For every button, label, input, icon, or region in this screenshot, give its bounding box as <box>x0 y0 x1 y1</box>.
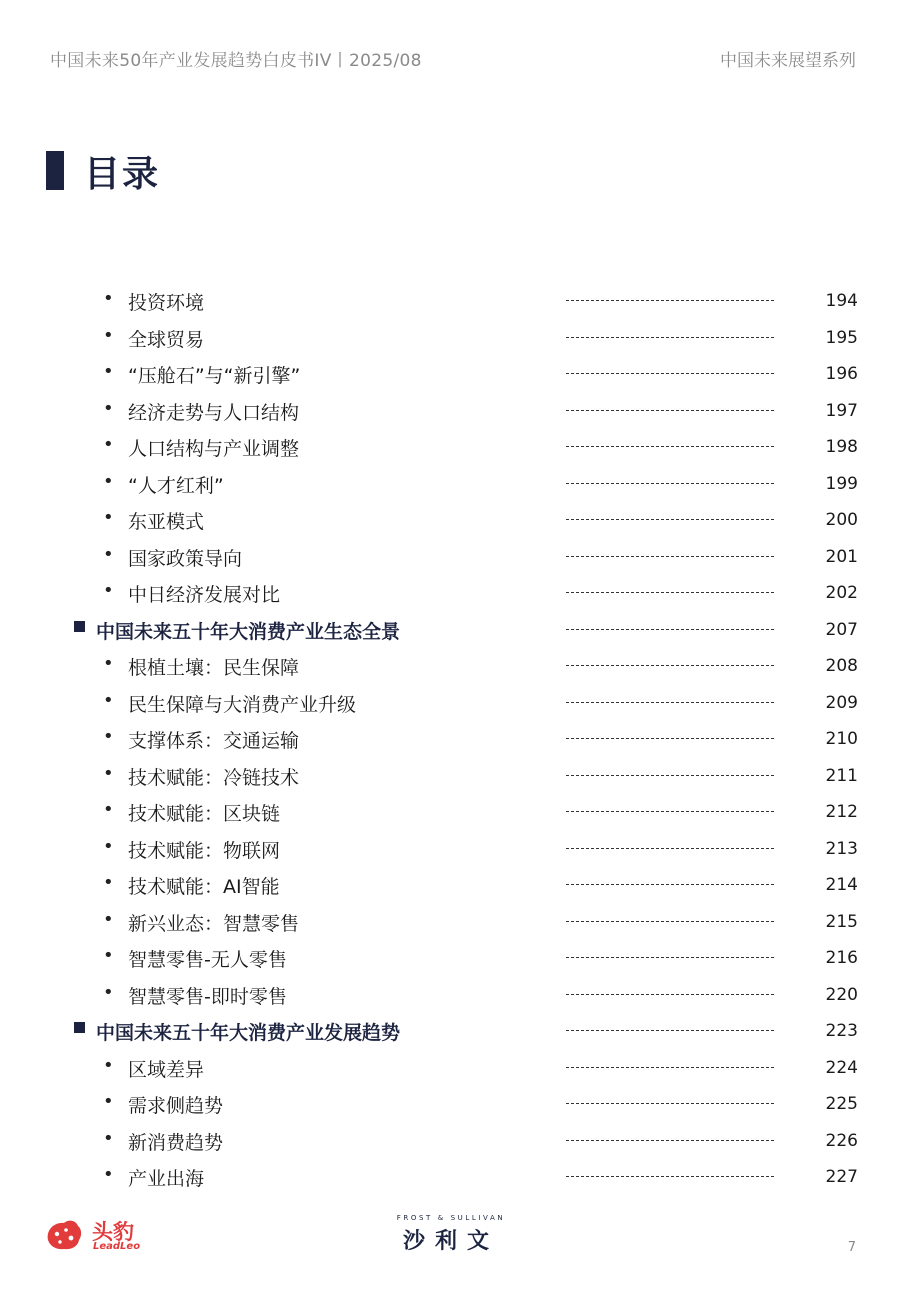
leader-dashes <box>566 1067 774 1068</box>
toc-entry-label: 智慧零售-无人零售 <box>128 949 287 971</box>
toc-entry-row[interactable] <box>0 684 900 720</box>
toc-entry-label: 根植土壤：民生保障 <box>128 657 300 679</box>
title-accent-bar <box>46 151 64 190</box>
bullet-icon: • <box>103 689 114 711</box>
toc-page-number: 227 <box>825 1167 858 1187</box>
toc-entry-row[interactable] <box>0 866 900 902</box>
toc-entry-row[interactable] <box>0 976 900 1012</box>
bullet-icon: • <box>103 1164 114 1185</box>
page-title: 目录 <box>84 154 161 195</box>
toc-entry-label: 区域差异 <box>128 1058 205 1081</box>
bullet-icon: • <box>103 1127 114 1149</box>
leopard-head-icon <box>44 1218 84 1252</box>
toc-section-row[interactable] <box>0 1012 900 1048</box>
leader-dashes <box>566 921 774 922</box>
toc-page-number: 208 <box>825 656 858 676</box>
toc-entry-label: 人口结构与产业调整 <box>128 438 300 460</box>
bullet-icon: • <box>103 1054 114 1076</box>
toc-page-number: 195 <box>825 327 858 348</box>
bullet-icon: • <box>103 324 114 346</box>
toc-section-label: 中国未来五十年大消费产业发展趋势 <box>96 1022 401 1044</box>
leader-dashes <box>566 811 774 812</box>
toc-page-number: 216 <box>825 948 858 968</box>
toc-page-number: 225 <box>825 1094 858 1114</box>
toc-entry-row[interactable] <box>0 720 900 756</box>
toc-entry-label: 全球贸易 <box>128 328 205 351</box>
header-series-name: 中国未来展望系列 <box>720 51 856 71</box>
toc-entry-row[interactable] <box>0 793 900 829</box>
leader-dashes <box>566 775 774 776</box>
toc-entry-row[interactable] <box>0 1158 900 1194</box>
leader-dashes <box>566 665 774 666</box>
bullet-icon: • <box>103 981 114 1003</box>
bullet-icon: • <box>103 434 114 455</box>
toc-entry-label: 新消费趋势 <box>128 1131 224 1154</box>
toc-entry-label: 民生保障与大消费产业升级 <box>128 693 357 716</box>
toc-entry-label: “人才红利” <box>128 474 224 497</box>
bullet-icon: • <box>103 945 114 966</box>
toc-entry-row[interactable] <box>0 1122 900 1158</box>
bullet-icon: • <box>103 908 114 930</box>
toc-entry-row[interactable] <box>0 647 900 683</box>
bullet-icon: • <box>103 470 114 492</box>
leader-dashes <box>566 592 774 593</box>
toc-page-number: 226 <box>825 1130 858 1151</box>
toc-entry-label: 新兴业态：智慧零售 <box>128 912 300 935</box>
toc-page-number: 224 <box>825 1057 858 1078</box>
toc-entry-label: 技术赋能：区块链 <box>128 803 281 825</box>
leader-dashes <box>566 1030 774 1031</box>
toc-page-number: 212 <box>825 802 858 822</box>
leader-dashes <box>566 994 774 995</box>
bullet-icon: • <box>103 762 114 784</box>
bullet-icon: • <box>103 397 114 419</box>
toc-entry-row[interactable] <box>0 428 900 464</box>
leader-dashes <box>566 884 774 885</box>
leader-dashes <box>566 556 774 557</box>
toc-entry-label: 智慧零售-即时零售 <box>128 985 287 1008</box>
frost-sullivan-logo-en: FROST & SULLIVAN <box>396 1214 506 1222</box>
leader-dashes <box>566 738 774 739</box>
leader-dashes <box>566 337 774 338</box>
toc-section-row[interactable] <box>0 611 900 647</box>
toc-entry-label: 技术赋能：冷链技术 <box>128 766 300 789</box>
leader-dashes <box>566 300 774 301</box>
toc-entry-row[interactable] <box>0 282 900 318</box>
bullet-icon: • <box>103 361 114 382</box>
toc-page-number: 209 <box>825 692 858 713</box>
toc-page-number: 198 <box>825 437 858 457</box>
toc-entry-row[interactable] <box>0 319 900 355</box>
bullet-icon: • <box>103 543 114 565</box>
toc-entry-label: 投资环境 <box>128 292 205 314</box>
toc-entry-row[interactable] <box>0 757 900 793</box>
leader-dashes <box>566 1103 774 1104</box>
leader-dashes <box>566 373 774 374</box>
toc-entry-row[interactable] <box>0 538 900 574</box>
toc-entry-row[interactable] <box>0 465 900 501</box>
toc-page-number: 194 <box>825 291 858 311</box>
toc-page-number: 214 <box>825 875 858 895</box>
bullet-icon: • <box>103 1091 114 1112</box>
toc-entry-row[interactable] <box>0 939 900 975</box>
toc-page-number: 199 <box>825 473 858 494</box>
toc-page-number: 223 <box>825 1021 858 1041</box>
toc-entry-row[interactable] <box>0 501 900 537</box>
toc-entry-label: 东亚模式 <box>128 511 205 533</box>
bullet-icon: • <box>103 507 114 528</box>
toc-entry-label: 技术赋能：物联网 <box>128 839 281 862</box>
square-bullet-icon <box>74 1022 85 1033</box>
toc-entry-label: 技术赋能：AI智能 <box>128 876 280 898</box>
frost-sullivan-logo <box>385 1214 517 1254</box>
bullet-icon: • <box>103 288 114 309</box>
toc-page-number: 213 <box>825 838 858 859</box>
frost-sullivan-logo-cn: 沙利文 <box>402 1229 499 1254</box>
bullet-icon: • <box>103 580 114 601</box>
leadleo-logo-en: LeadLeo <box>93 1241 141 1252</box>
leader-dashes <box>566 848 774 849</box>
bullet-icon: • <box>103 799 114 820</box>
square-bullet-icon <box>74 621 85 632</box>
toc-entry-label: 国家政策导向 <box>128 547 243 570</box>
toc-page-number: 196 <box>825 364 858 384</box>
leader-dashes <box>566 446 774 447</box>
toc-entry-label: 经济走势与人口结构 <box>128 401 300 424</box>
bullet-icon: • <box>103 726 114 747</box>
toc-page-number: 200 <box>825 510 858 530</box>
toc-entry-row[interactable] <box>0 1085 900 1121</box>
toc-page-number: 201 <box>825 546 858 567</box>
toc-entry-row[interactable] <box>0 574 900 610</box>
toc-page-number: 215 <box>825 911 858 932</box>
toc-page-number: 197 <box>825 400 858 421</box>
toc-section-label: 中国未来五十年大消费产业生态全景 <box>96 620 401 643</box>
leader-dashes <box>566 629 774 630</box>
bullet-icon: • <box>103 653 114 674</box>
toc-page-number: 207 <box>825 619 858 640</box>
toc-entry-label: 产业出海 <box>128 1168 205 1190</box>
toc-page-number: 211 <box>825 765 858 786</box>
leadleo-logo-cn: 头豹 <box>92 1220 134 1244</box>
header-report-title: 中国未来50年产业发展趋势白皮书IV丨2025/08 <box>50 51 422 71</box>
toc-entry-row[interactable] <box>0 1049 900 1085</box>
toc-entry-row[interactable] <box>0 903 900 939</box>
toc-entry-row[interactable] <box>0 355 900 391</box>
toc-entry-label: 中日经济发展对比 <box>128 584 281 606</box>
leader-dashes <box>566 483 774 484</box>
leader-dashes <box>566 410 774 411</box>
toc-entry-label: 支撑体系：交通运输 <box>128 730 300 752</box>
leader-dashes <box>566 702 774 703</box>
leader-dashes <box>566 1140 774 1141</box>
bullet-icon: • <box>103 872 114 893</box>
toc-entry-label: “压舱石”与“新引擎” <box>128 365 301 387</box>
toc-page-number: 210 <box>825 729 858 749</box>
toc-page-number: 202 <box>825 583 858 603</box>
page-number: 7 <box>847 1240 856 1255</box>
toc-entry-row[interactable] <box>0 392 900 428</box>
bullet-icon: • <box>103 835 114 857</box>
leadleo-logo <box>44 1216 154 1256</box>
leader-dashes <box>566 519 774 520</box>
leader-dashes <box>566 957 774 958</box>
toc-entry-row[interactable] <box>0 830 900 866</box>
leader-dashes <box>566 1176 774 1177</box>
toc-entry-label: 需求侧趋势 <box>128 1095 224 1117</box>
toc-page-number: 220 <box>825 984 858 1005</box>
